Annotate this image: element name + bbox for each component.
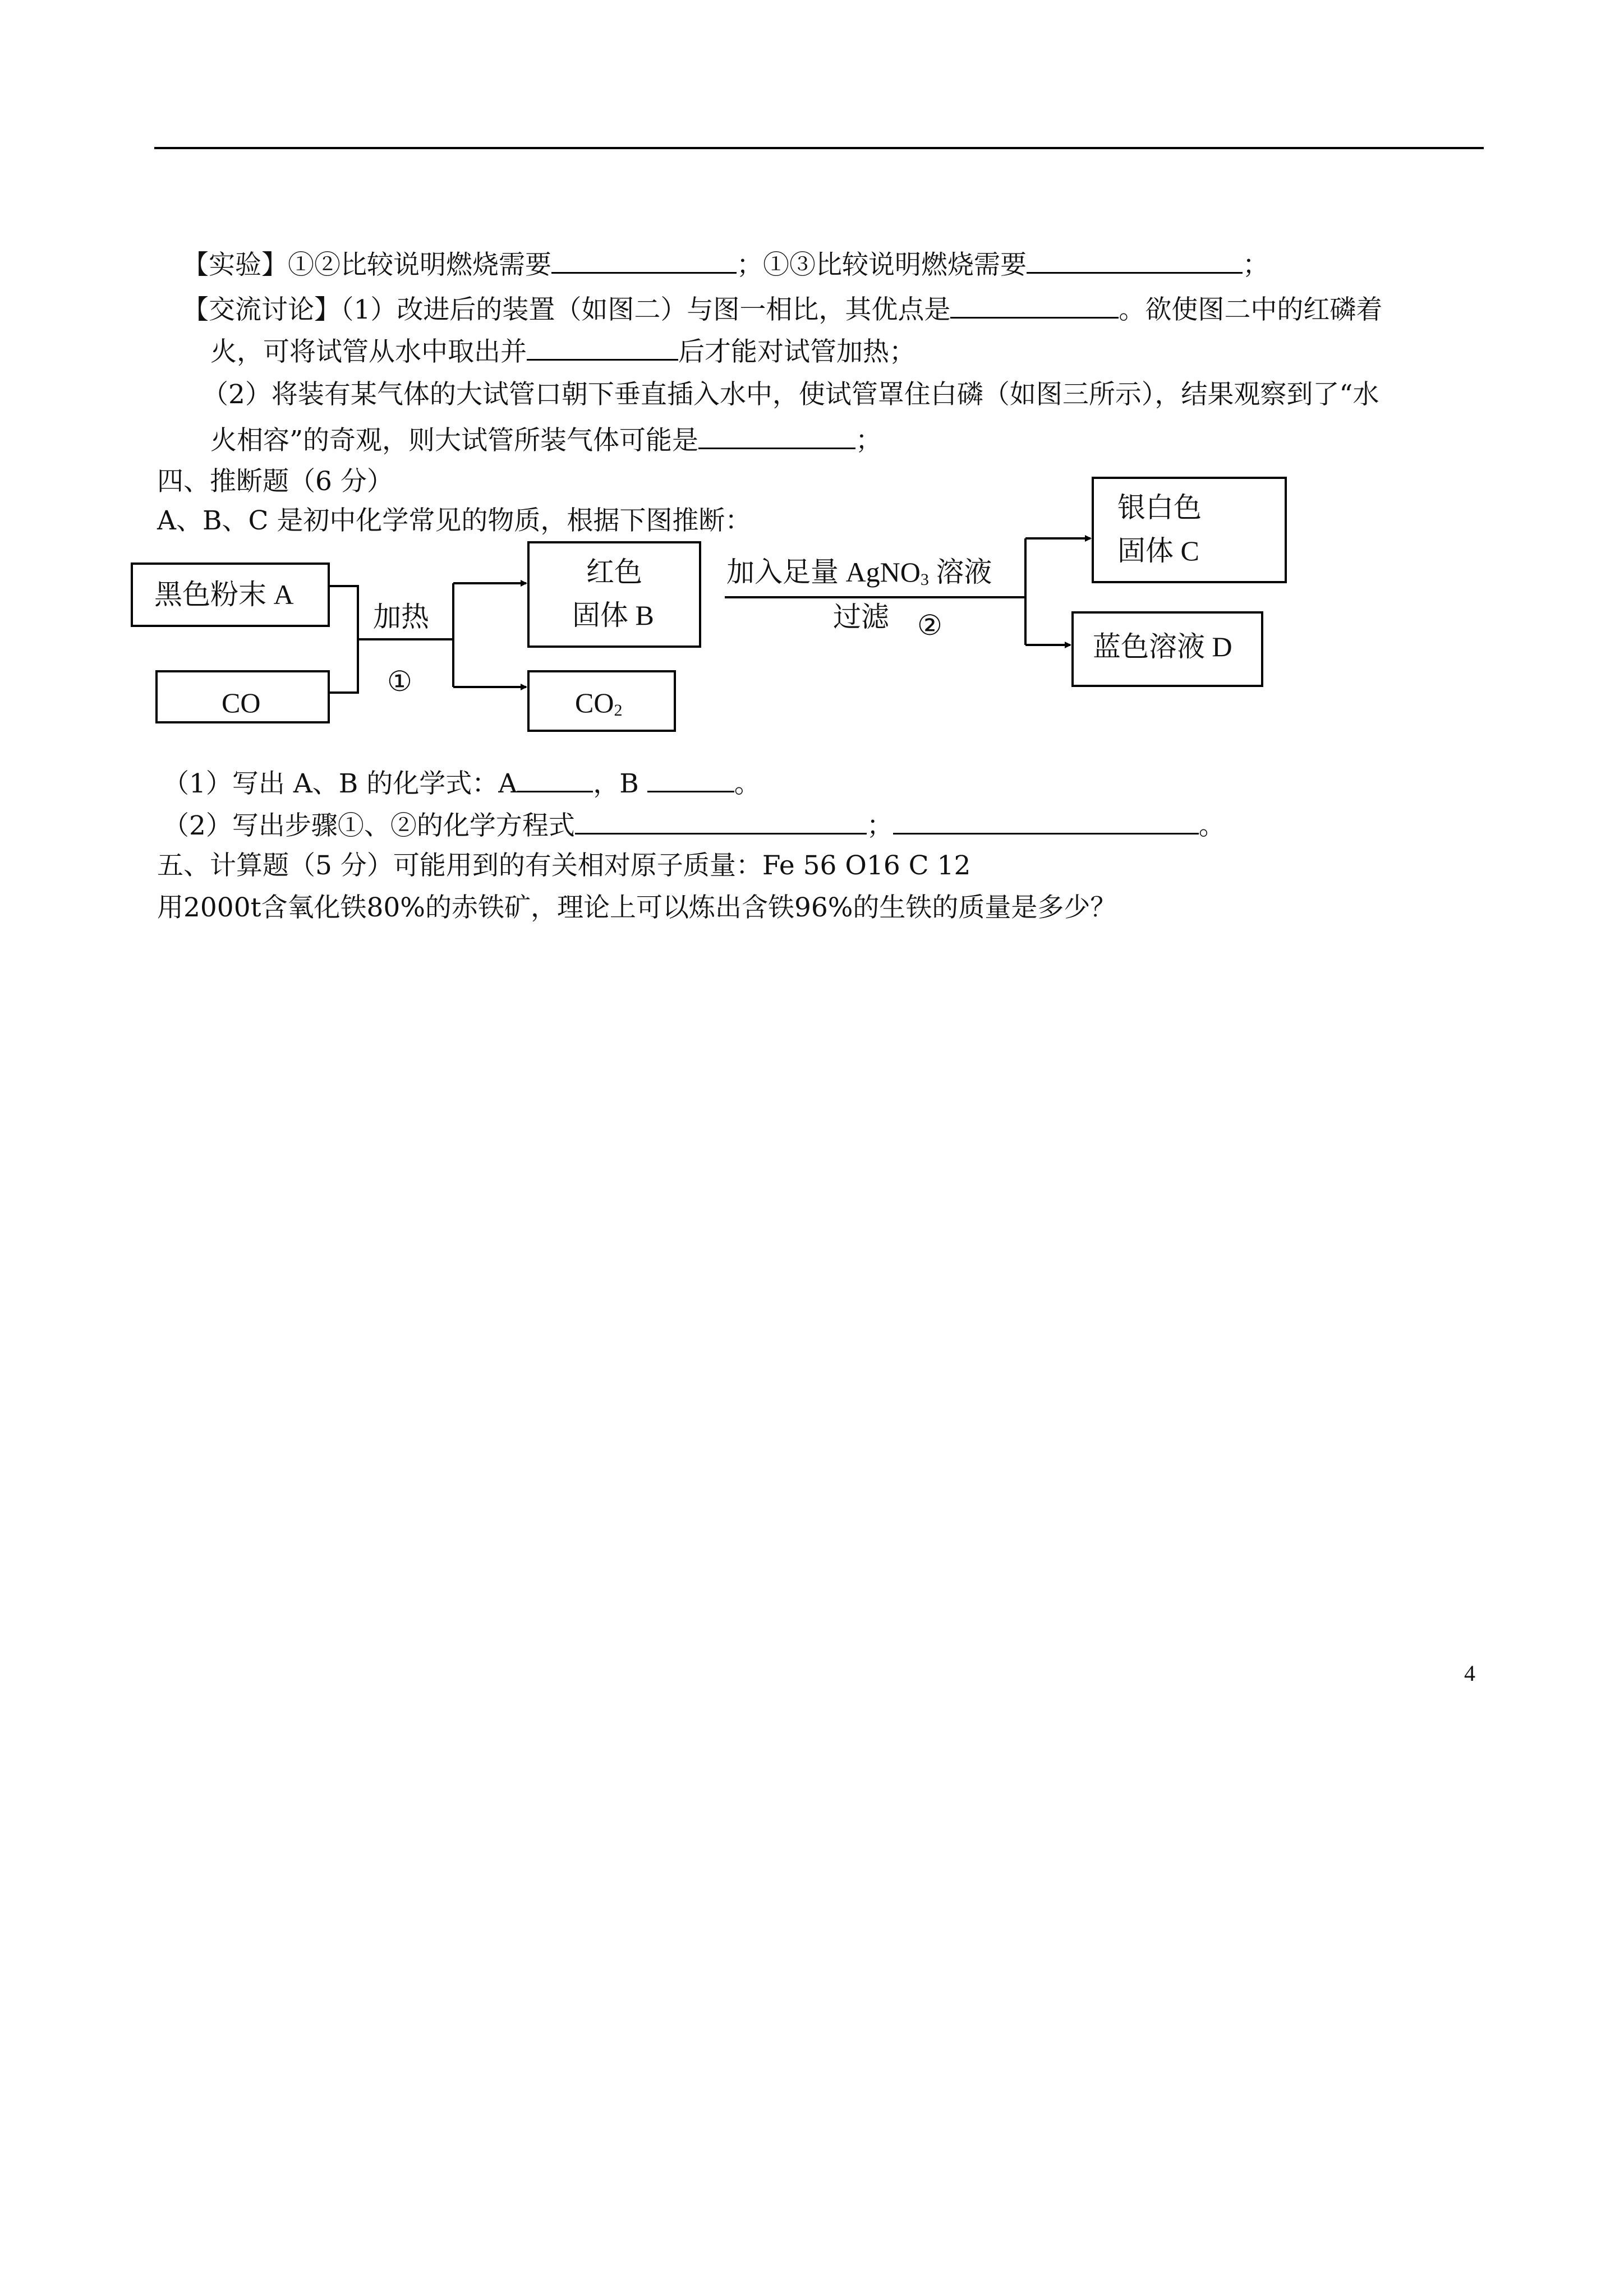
step-2-label: ②: [917, 610, 942, 641]
box-b-label-2: 固体 B: [572, 600, 654, 631]
answer-blank-equation-1[interactable]: [575, 810, 867, 835]
section4-q2-sep: ；: [866, 810, 893, 841]
discussion-q1-text: （1）改进后的装置（如图二）与图一相比，其优点是: [341, 294, 951, 325]
heat-label: 加热: [373, 601, 429, 633]
answer-blank-a[interactable]: [517, 768, 593, 792]
box-b-label-1: 红色: [586, 556, 642, 588]
discussion-q1-text-2: 。欲使图二中的红磷着: [1119, 294, 1383, 325]
section4-q2-end: 。: [1198, 810, 1225, 841]
box-co2-label: $CO_2$: [575, 687, 623, 720]
answer-blank-equation-2[interactable]: [893, 810, 1199, 835]
section5-question: 用2000t含氧化铁80%的赤铁矿，理论上可以炼出含铁96%的生铁的质量是多少？: [157, 892, 1117, 923]
section4-q1-end: 。: [734, 768, 761, 799]
section4-q2-text: （2）写出步骤①、②的化学方程式: [163, 810, 575, 841]
box-a-label: 黑色粉末 A: [154, 579, 294, 610]
box-d-label: 蓝色溶液 D: [1093, 631, 1232, 662]
section4-title: 四、推断题（6 分）: [157, 466, 393, 497]
box-c-label-2: 固体 C: [1117, 535, 1199, 566]
reagent-label: 加入足量 AgNO$_3$ 溶液: [726, 556, 992, 589]
section4-q2: [163, 810, 1225, 839]
join-connector: [330, 586, 358, 693]
experiment-sep: ；: [737, 250, 763, 280]
answer-blank-b[interactable]: [647, 768, 734, 792]
section4-q1: [163, 768, 761, 797]
discussion-q2-text: （2）将装有某气体的大试管口朝下垂直插入水中，使试管罩住白磷（如图三所示），结果观察到了“水: [202, 379, 1379, 410]
experiment-part1: ①②比较说明燃烧需要: [288, 250, 551, 280]
box-c-label-1: 银白色: [1117, 492, 1202, 523]
section4-intro: A、B、C 是初中化学常见的物质，根据下图推断：: [157, 505, 752, 536]
discussion-q1-text-4: 后才能对试管加热；: [678, 336, 915, 367]
section5-title: 五、计算题（5 分）可能用到的有关相对原子质量：Fe 56 O16 C 12: [157, 850, 971, 881]
filter-label: 过滤: [833, 601, 889, 633]
section4-q1-text: （1）写出 A、B 的化学式：A: [163, 768, 518, 799]
discussion-q2-text-2: 火相容”的奇观，则大试管所装气体可能是: [210, 425, 699, 456]
box-co-label: CO: [222, 687, 261, 718]
discussion-q2-end: ；: [855, 425, 882, 456]
discussion-label: 【交流讨论】: [182, 294, 341, 325]
experiment-end: ；: [1243, 250, 1269, 280]
experiment-label: 【实验】: [182, 250, 288, 280]
step-1-label: ①: [387, 666, 412, 697]
page-number: 4: [1464, 1661, 1475, 1686]
experiment-part2: ①③比较说明燃烧需要: [763, 250, 1027, 280]
discussion-q1-text-3: 火，可将试管从水中取出并: [210, 336, 527, 367]
flow-diagram-connectors: [0, 0, 1624, 785]
section4-q1-text-2: ，B: [593, 768, 647, 799]
